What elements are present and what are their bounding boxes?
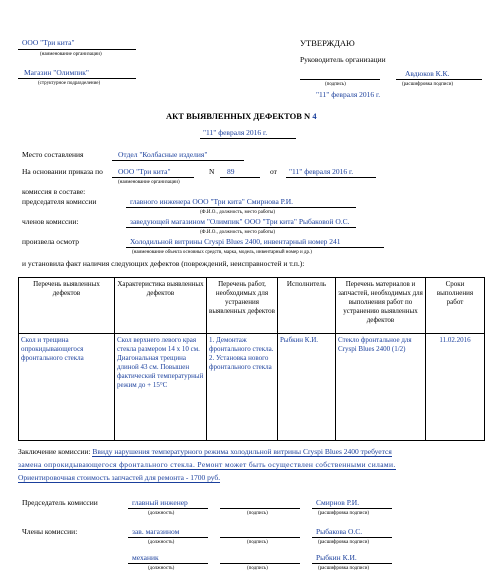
org-name: ООО "Три кита" <box>22 38 75 47</box>
header-characteristic: Характеристика выявленных дефектов <box>115 278 207 334</box>
sig-chairman-position: главный инженер <box>132 498 188 507</box>
act-date: "11" февраля 2016 г. <box>203 128 268 137</box>
sig-member2-sign-line <box>220 563 300 564</box>
chairman-value: главного инженера ООО "Три кита" Смирнова Р.И. <box>130 197 294 206</box>
sig-chairman-sign-line <box>220 508 300 509</box>
order-n-label: N <box>209 167 215 176</box>
sig-sign-caption-3: (подпись) <box>247 566 268 571</box>
approve-date: "11" февраля 2016 г. <box>316 90 381 99</box>
approve-sign-caption: (подпись) <box>325 82 346 87</box>
order-label: На основании приказа по <box>22 167 103 176</box>
dept-name: Магазин "Олимпик" <box>24 68 89 77</box>
sig-decode-caption-2: (расшифровка подписи) <box>318 540 370 545</box>
order-org-caption: (наименование организации) <box>118 180 180 185</box>
header-executor: Исполнитель <box>278 278 336 334</box>
org-caption: (наименование организации) <box>40 52 102 57</box>
header-defects: Перечень выявленных дефектов <box>19 278 115 334</box>
approve-role: Руководитель организации <box>300 55 386 64</box>
inspect-value: Холодильной витрины Cryspi Blues 2400, инвентарный номер 241 <box>130 237 341 246</box>
cell-executor: Рыбкин К.И. <box>278 334 336 441</box>
sig-member1-name-line <box>312 537 392 538</box>
inspect-label: произвела осмотр <box>22 237 80 246</box>
cell-works: 1. Демонтаж фронтального стекла. 2. Установка нового фронтального стекла <box>207 334 278 441</box>
approve-decode-caption: (расшифровка подписи) <box>402 82 454 87</box>
fio-caption-2: (Ф.И.О., должность, место работы) <box>200 230 276 235</box>
place-value: Отдел "Колбасные изделия" <box>118 150 208 159</box>
order-date-line <box>286 177 376 178</box>
sig-decode-caption-3: (расшифровка подписи) <box>318 566 370 571</box>
commission-label: комиссия в составе: <box>22 187 86 196</box>
act-title <box>166 112 317 121</box>
members-value: заведующей магазином "Олимпик" ООО "Три кита" Рыбаковой О.С. <box>130 217 350 226</box>
header-deadline: Сроки выполнения работ <box>426 278 485 334</box>
sig-position-caption-2: (должность) <box>148 540 175 545</box>
order-org: ООО "Три кита" <box>118 167 171 176</box>
header-materials: Перечень материалов и запчастей, необходимых для выполнения работ по устранению выявленных дефектов <box>336 278 426 334</box>
sig-position-caption-3: (должность) <box>148 566 175 571</box>
sig-chairman-label: Председатель комиссии <box>22 498 98 507</box>
order-from: от <box>270 167 277 176</box>
inspect-caption: (наименование объекта основных средств, марка, модель, инвентарный номер и др.) <box>132 250 312 255</box>
order-number: 89 <box>227 167 235 176</box>
table-row <box>19 334 485 441</box>
sig-member2-position: механик <box>132 553 159 562</box>
sig-chairman-position-line <box>128 508 208 509</box>
sig-member2-name: Рыбкин К.И. <box>316 553 357 562</box>
inspect-line <box>126 247 384 248</box>
defects-table <box>18 277 485 441</box>
cell-materials: Стекло фронтальное для Cryspi Blues 2400 (1/2) <box>336 334 426 441</box>
sig-sign-caption-2: (подпись) <box>247 540 268 545</box>
sig-decode-caption-1: (расшифровка подписи) <box>318 511 370 516</box>
act-title-text: АКТ ВЫЯВЛЕННЫХ ДЕФЕКТОВ N <box>166 111 311 121</box>
approve-name: Авдюков К.К. <box>405 69 450 78</box>
act-date-line <box>200 138 296 139</box>
sig-position-caption-1: (должность) <box>148 511 175 516</box>
sig-member1-name: Рыбакова О.С. <box>316 527 363 536</box>
members-label: членов комиссии: <box>22 217 79 226</box>
chairman-label: председателя комиссии <box>22 197 97 206</box>
conclusion-block <box>18 448 392 456</box>
conclusion-line-2-wrap <box>18 461 484 469</box>
cell-deadline: 11.02.2016 <box>426 334 485 441</box>
dept-caption: (структурное подразделение) <box>38 81 101 86</box>
members-line <box>126 227 356 228</box>
sig-sign-caption-1: (подпись) <box>247 511 268 516</box>
sig-member2-position-line <box>128 563 208 564</box>
chairman-line <box>126 207 356 208</box>
sig-chairman-name: Смирнов Р.И. <box>316 498 360 507</box>
fio-caption-1: (Ф.И.О., должность, место работы) <box>200 210 276 215</box>
order-org-line <box>112 177 194 178</box>
conclusion-line-1: Ввиду нарушения температурного режима холодильной витрины Cryspi Blues 2400 требуется <box>92 447 392 456</box>
conclusion-label: Заключение комиссии: <box>18 447 91 456</box>
org-underline <box>18 49 136 50</box>
place-label: Место составления <box>22 150 84 159</box>
established-text: и установила факт наличия следующих дефектов (повреждений, неисправностей и т.п.): <box>22 259 305 268</box>
cell-characteristic: Скол верхнего левого края стекла размером 14 x 10 см. Диагональная трещина длиной 43 см. Повышен фактический температурный режим до + 15°С <box>115 334 207 441</box>
header-works: Перечень работ, необходимых для устранения выявленных дефектов <box>207 278 278 334</box>
approve-sign-line <box>300 79 380 80</box>
place-line <box>112 160 244 161</box>
table-header-row <box>19 278 485 334</box>
conclusion-line-3-wrap <box>18 474 220 482</box>
approve-name-line <box>396 79 482 80</box>
sig-member2-name-line <box>312 563 392 564</box>
approve-title: УТВЕРЖДАЮ <box>300 38 355 48</box>
dept-underline <box>18 78 136 79</box>
sig-member1-sign-line <box>220 537 300 538</box>
conclusion-line-3: Ориентировочная стоимость запчастей для ремонта - 1700 руб. <box>18 473 221 482</box>
sig-chairman-name-line <box>312 508 392 509</box>
cell-defect: Скол и трещина опрокидывающегося фронтального стекла <box>19 334 115 441</box>
sig-members-label: Члены комиссии: <box>22 527 78 536</box>
order-date: "11" февраля 2016 г. <box>289 167 354 176</box>
sig-member1-position-line <box>128 537 208 538</box>
sig-member1-position: зав. магазином <box>132 527 180 536</box>
order-number-line <box>220 177 260 178</box>
conclusion-line-2: замена опрокидывающегося фронтального стекла. Ремонт может быть осуществлен собственными силами. <box>18 460 396 469</box>
act-number: 4 <box>312 111 317 121</box>
